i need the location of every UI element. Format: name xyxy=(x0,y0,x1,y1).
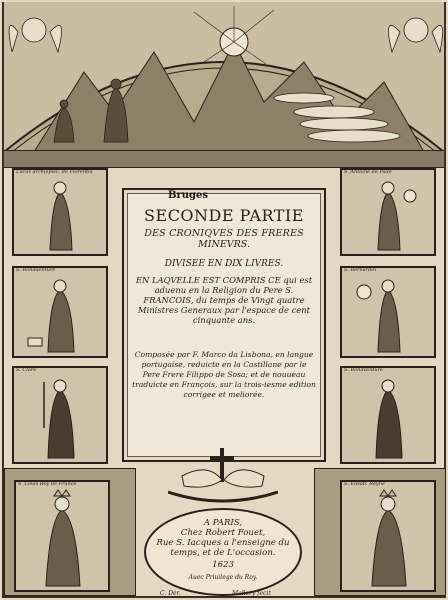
left-saint-panel-3 xyxy=(12,366,108,464)
imprint-year: 1623 xyxy=(212,560,234,570)
saint-figure-icon xyxy=(14,170,106,254)
handwritten-signature: Bruges xyxy=(168,190,208,201)
left-saint-panel-4 xyxy=(14,480,110,592)
imprint-sign: temps, et de L'occasion. xyxy=(170,548,276,558)
right-saint-panel-1 xyxy=(340,168,436,256)
title-line-1: SECONDE PARTIE xyxy=(144,206,304,225)
panel-caption: S. Antoine de Pade xyxy=(344,169,392,175)
imprint-oval xyxy=(144,508,302,596)
description-paragraph: EN LAQVELLE EST COMPRIS CE qui est aduenu en la Religion du Pere S. FRANCOIS, du temps de Vingt quatre Ministres Generaux par l'espace de cent cinquante ans. xyxy=(135,275,313,325)
title-line-3: MINEVRS. xyxy=(198,239,250,250)
engraver-credit-right: Mallery fecit xyxy=(232,590,271,597)
franciscan-emblem xyxy=(168,446,278,510)
saint-figure-icon xyxy=(342,368,434,462)
left-saint-panel-2 xyxy=(12,266,108,358)
imprint-privilege: Auec Priuilege du Roy. xyxy=(188,574,258,581)
right-saint-panel-3 xyxy=(340,366,436,464)
queen-figure-icon xyxy=(342,482,434,590)
title-line-2: DES CRONIQVES DES FRERES xyxy=(144,228,304,239)
king-figure-icon xyxy=(16,482,108,590)
author-paragraph: Composée par F. Marco da Lisbona, en langue portugaise, reduicte en la Castillane par le Pere Frere Filippo de Sosa; et de nouueau traduicte en François, sur la trois-iesme edition corrigee et meliorée. xyxy=(132,350,316,399)
title-line-4: DIVISEE EN DIX LIVRES. xyxy=(164,259,284,269)
frieze-band xyxy=(4,150,444,168)
imprint-city: A PARIS, xyxy=(203,518,243,528)
saint-figure-icon xyxy=(342,268,434,356)
saint-figure-icon xyxy=(14,368,106,462)
right-saint-panel-2 xyxy=(340,266,436,358)
left-saint-panel-1 xyxy=(12,168,108,256)
panel-caption: S. Louis Roy de France xyxy=(18,481,77,487)
title-tablet xyxy=(122,188,326,462)
panel-caption: S. Bernardin xyxy=(344,267,377,273)
saint-figure-icon xyxy=(14,268,106,356)
engraver-credit-left: C. Der. xyxy=(160,590,181,597)
panel-caption: S. Bonauenture xyxy=(16,267,56,273)
imprint-printer: Chez Robert Fouet, xyxy=(180,528,266,538)
arched-engraving xyxy=(4,2,444,162)
saint-figure-icon xyxy=(342,170,434,254)
panel-caption: Lucas archiepisc. de Florentia xyxy=(16,169,93,175)
panel-caption: S. Clare xyxy=(16,367,37,373)
right-saint-panel-4 xyxy=(340,480,436,592)
panel-caption: S. Elisab. Reyne xyxy=(344,481,385,487)
imprint-street: Rue S. Iacques a l'enseigne du xyxy=(156,538,290,548)
panel-caption: S. Bonaventure xyxy=(344,367,383,373)
